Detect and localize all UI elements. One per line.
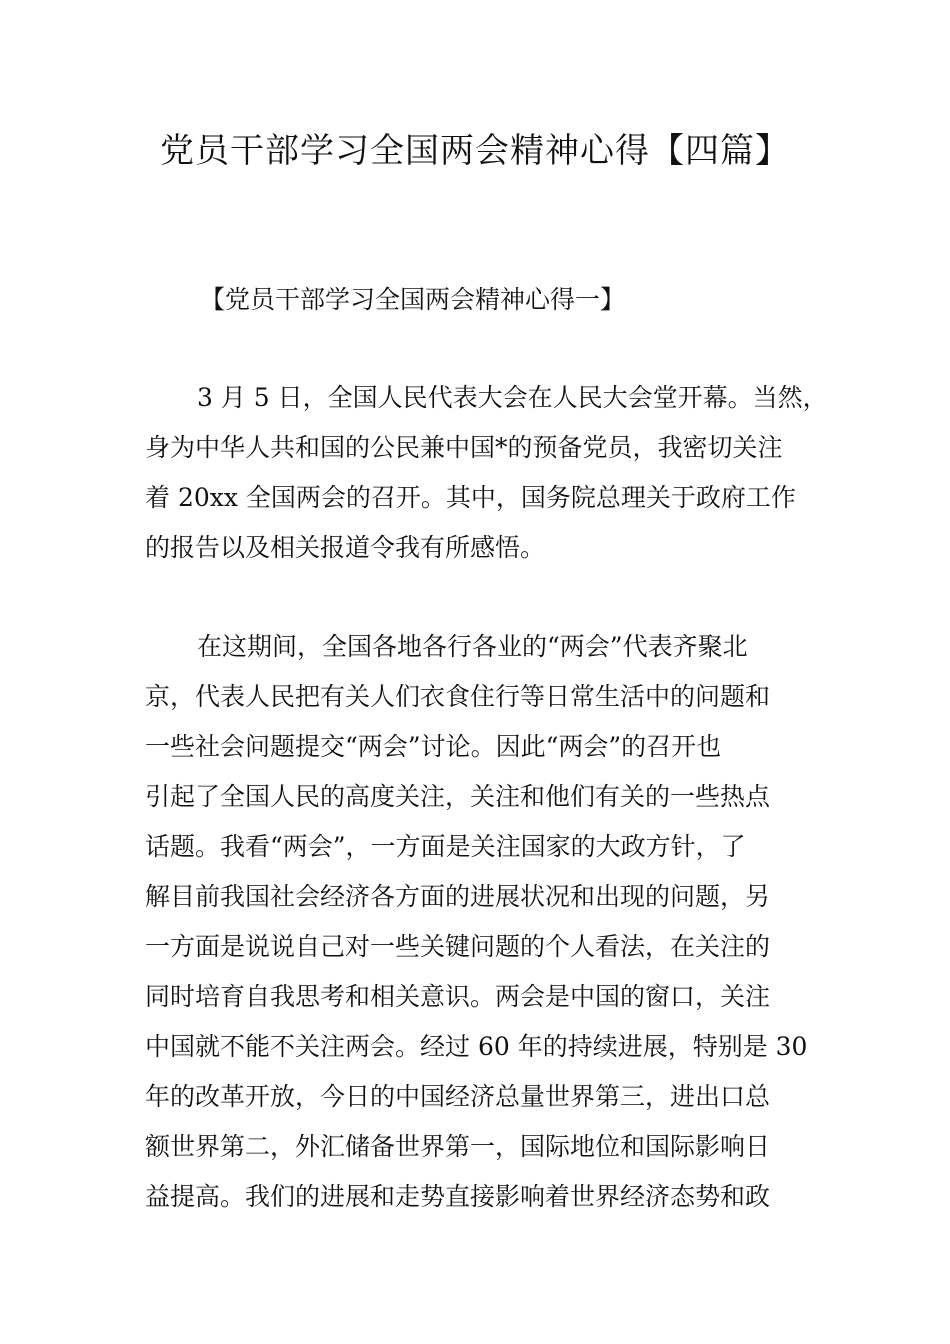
paragraph-line: 一方面是说说自己对一些关键问题的个人看法，在关注的 bbox=[145, 932, 771, 961]
paragraph-line: 京，代表人民把有关人们衣食住行等日常生活中的问题和 bbox=[145, 682, 771, 711]
paragraph-line: 解目前我国社会经济各方面的进展状况和出现的问题，另 bbox=[145, 882, 771, 911]
paragraph-line: 的报告以及相关报道令我有所感悟。 bbox=[145, 533, 546, 562]
paragraph-line: 同时培育自我思考和相关意识。两会是中国的窗口，关注 bbox=[145, 982, 771, 1011]
section-heading: 【党员干部学习全国两会精神心得一】 bbox=[200, 285, 626, 314]
paragraph-line: 3 月 5 日，全国人民代表大会在人民大会堂开幕。当然， bbox=[197, 383, 828, 412]
paragraph-line: 一些社会问题提交“两会”讨论。因此“两会”的召开也 bbox=[145, 732, 722, 761]
paragraph-line: 在这期间，全国各地各行各业的“两会”代表齐聚北 bbox=[197, 632, 748, 661]
paragraph-line: 益提高。我们的进展和走势直接影响着世界经济态势和政 bbox=[145, 1182, 771, 1211]
paragraph-1 bbox=[145, 373, 828, 573]
paragraph-line: 引起了全国人民的高度关注，关注和他们有关的一些热点 bbox=[145, 782, 771, 811]
document-title: 党员干部学习全国两会精神心得【四篇】 bbox=[160, 131, 790, 171]
paragraph-line: 年的改革开放，今日的中国经济总量世界第三，进出口总 bbox=[145, 1082, 771, 1111]
paragraph-line: 中国就不能不关注两会。经过 60 年的持续进展，特别是 30 bbox=[145, 1032, 808, 1061]
paragraph-2 bbox=[145, 622, 815, 1222]
paragraph-line: 着 20xx 全国两会的召开。其中，国务院总理关于政府工作 bbox=[145, 483, 796, 512]
paragraph-line: 身为中华人共和国的公民兼中国*的预备党员，我密切关注 bbox=[145, 433, 783, 462]
paragraph-line: 话题。我看“两会”，一方面是关注国家的大政方针，了 bbox=[145, 832, 746, 861]
paragraph-line: 额世界第二，外汇储备世界第一，国际地位和国际影响日 bbox=[145, 1132, 771, 1161]
